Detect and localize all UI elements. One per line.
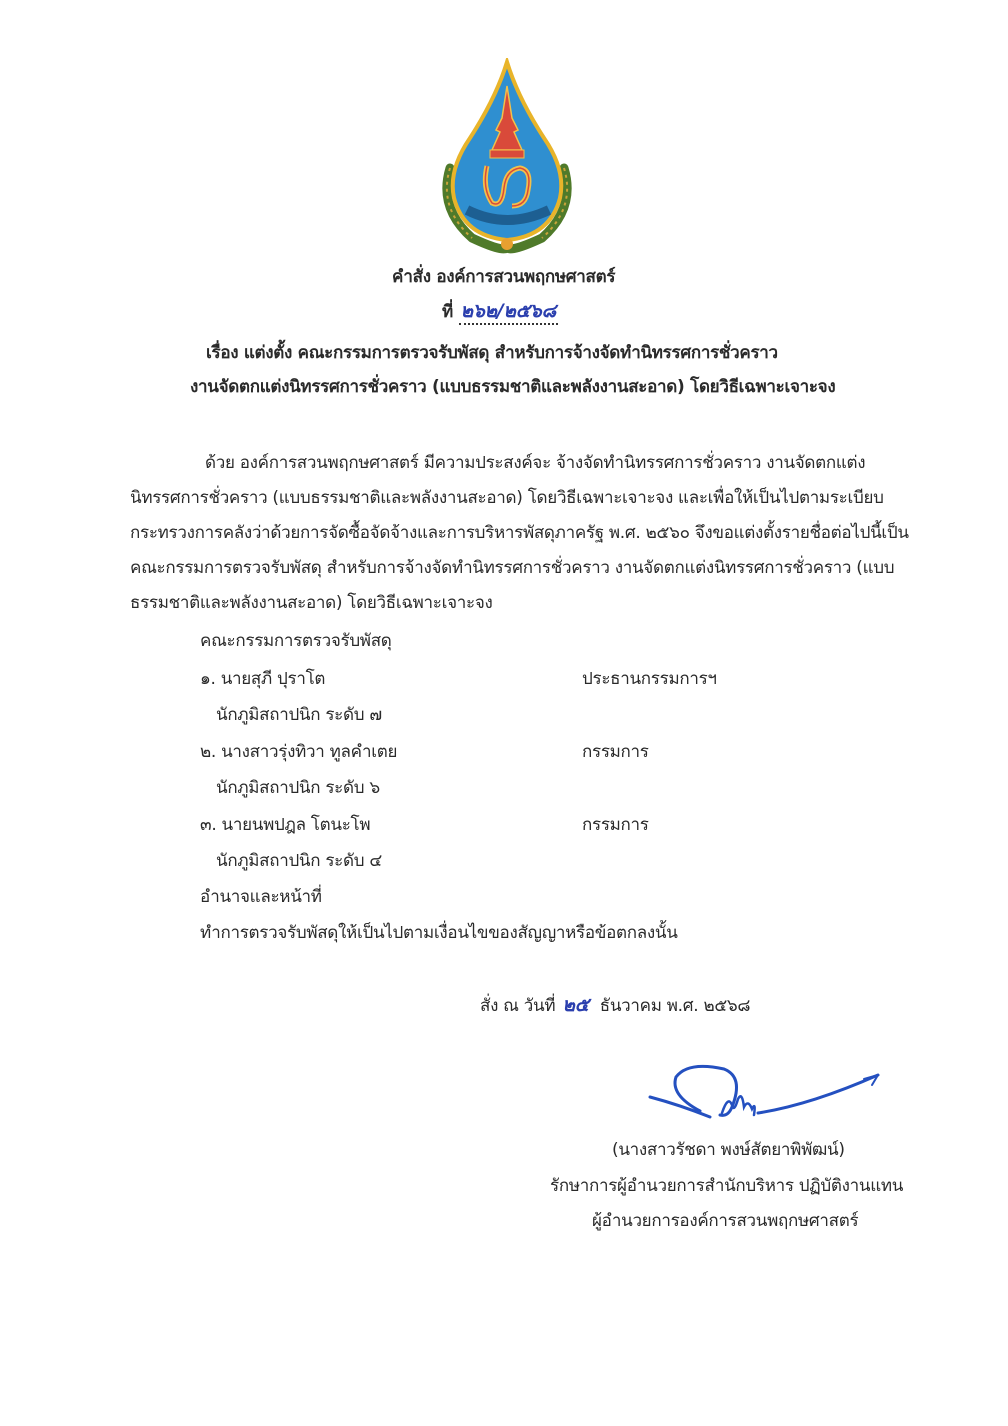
- committee-heading: คณะกรรมการตรวจรับพัสดุ: [200, 631, 392, 651]
- member-position: นักภูมิสถาปนิก ระดับ ๗: [216, 705, 382, 725]
- member-name: ๑. นายสุภี ปุราโต: [200, 669, 326, 689]
- order-number-field: [459, 300, 558, 325]
- date-rest: ธันวาคม พ.ศ. ๒๕๖๘: [599, 996, 751, 1016]
- member-role: กรรมการ: [582, 815, 649, 835]
- order-number-value: ๒๖๒/๒๕๖๘: [460, 300, 556, 322]
- org-emblem-logo: [432, 58, 582, 254]
- subject-line-2: งานจัดตกแต่งนิทรรศการชั่วคราว (แบบธรรมชาติและพลังงานสะอาด) โดยวิธีเฉพาะเจาะจง: [190, 377, 836, 397]
- body-line: คณะกรรมการตรวจรับพัสดุ สำหรับการจ้างจัดทำนิทรรศการชั่วคราว งานจัดตกแต่งนิทรรศการชั่วคราว (แบบ: [130, 558, 895, 578]
- duties-heading: อำนาจและหน้าที่: [200, 887, 322, 907]
- signatory-title-1: รักษาการผู้อำนวยการสำนักบริหาร ปฏิบัติงานแทน: [550, 1176, 904, 1196]
- body-line: กระทรวงการคลังว่าด้วยการจัดซื้อจัดจ้างและการบริหารพัสดุภาครัฐ พ.ศ. ๒๕๖๐ จึงขอแต่งตั้งรายชื่อต่อไปนี้เป็น: [130, 523, 909, 543]
- member-name: ๒. นางสาวรุ่งทิวา ทูลคำเตย: [200, 742, 398, 762]
- member-name: ๓. นายนพปฎล โตนะโพ: [200, 815, 371, 835]
- duties-text: ทำการตรวจรับพัสดุให้เป็นไปตามเงื่อนไขของสัญญาหรือข้อตกลงนั้น: [200, 923, 678, 943]
- order-date: [480, 994, 750, 1017]
- body-line: ธรรมชาติและพลังงานสะอาด) โดยวิธีเฉพาะเจาะจง: [130, 593, 493, 613]
- member-position: นักภูมิสถาปนิก ระดับ ๔: [216, 851, 382, 871]
- order-number-prefix: ที่: [442, 302, 453, 322]
- member-role: กรรมการ: [582, 742, 649, 762]
- handwritten-signature: [640, 1055, 890, 1135]
- signatory-name: (นางสาวรัชดา พงษ์สัตยาพิพัฒน์): [612, 1140, 845, 1160]
- member-role: ประธานกรรมการฯ: [582, 669, 717, 689]
- subject-line-1: เรื่อง แต่งตั้ง คณะกรรมการตรวจรับพัสดุ สำหรับการจ้างจัดทำนิทรรศการชั่วคราว: [206, 343, 778, 363]
- date-prefix: สั่ง ณ วันที่: [480, 996, 556, 1016]
- body-line: นิทรรศการชั่วคราว (แบบธรรมชาติและพลังงานสะอาด) โดยวิธีเฉพาะเจาะจง และเพื่อให้เป็นไปตามระเบียบ: [130, 488, 884, 508]
- order-number: [442, 300, 558, 325]
- body-line: ด้วย องค์การสวนพฤกษศาสตร์ มีความประสงค์จะ จ้างจัดทำนิทรรศการชั่วคราว งานจัดตกแต่ง: [205, 453, 866, 473]
- order-title: คำสั่ง องค์การสวนพฤกษศาสตร์: [392, 267, 616, 287]
- member-position: นักภูมิสถาปนิก ระดับ ๖: [216, 778, 380, 798]
- signatory-title-2: ผู้อำนวยการองค์การสวนพฤกษศาสตร์: [592, 1211, 859, 1231]
- date-day: ๒๕: [562, 994, 589, 1016]
